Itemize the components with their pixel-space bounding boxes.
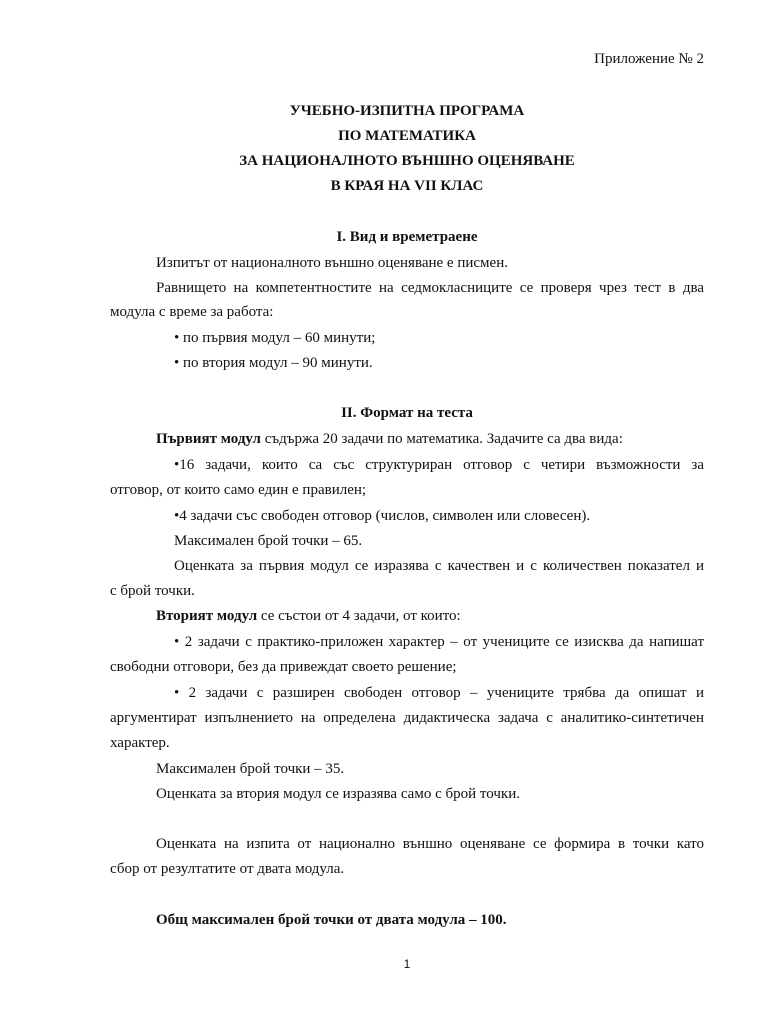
module2-bullet-2-line-2: аргументират изпълнението на определена дидактическа задача с аналитико-синтетичен (110, 710, 704, 726)
module2-max-points: Максимален брой точки – 35. (156, 761, 345, 777)
module1-grade-line-2: с брой точки. (110, 583, 195, 599)
title-line-3: ЗА НАЦИОНАЛНОТО ВЪНШНО ОЦЕНЯВАНЕ (239, 153, 575, 169)
title-line-1: УЧЕБНО-ИЗПИТНА ПРОГРАМА (289, 103, 525, 119)
module1-label: Първият модул (156, 431, 261, 447)
total-score-line-1: Оценката на изпита от национално външно оценяване се формира в точки като (156, 836, 704, 852)
annex-label: Приложение № 2 (594, 51, 704, 67)
section1-bullet-1: • по първия модул – 60 минути; (174, 330, 376, 346)
module2-bullet-1-line-1: • 2 задачи с практико-приложен характер – от учениците се изисква да напишат (174, 634, 704, 650)
section1-paragraph-2-line-2: модула с време за работа: (110, 304, 274, 320)
module1-max-points: Максимален брой точки – 65. (174, 533, 363, 549)
total-score-line-2: сбор от резултатите от двата модула. (110, 861, 345, 877)
module2-intro (156, 607, 704, 625)
module2-bullet-2-line-3: характер. (110, 735, 170, 751)
module1-bullet-1-line-2: отговор, от които само един е правилен; (110, 482, 367, 498)
module1-grade-line-1: Оценката за първия модул се изразява с качествен и с количествен показател и (174, 558, 704, 574)
module1-bullet-1-line-1: •16 задачи, които са със структуриран отговор с четири възможности за (174, 457, 704, 473)
module2-bullet-2-line-1: • 2 задачи с разширен свободен отговор – учениците трябва да опишат и (174, 685, 704, 701)
title-line-4: В КРАЯ НА VII КЛАС (330, 178, 484, 194)
page-number: 1 (403, 957, 411, 971)
section1-bullet-2: • по втория модул – 90 минути. (174, 355, 373, 371)
module2-grade: Оценката за втория модул се изразява само с брой точки. (156, 786, 520, 802)
module1-intro-text: съдържа 20 задачи по математика. Задачите са два вида: (260, 431, 623, 447)
module1-intro (156, 430, 704, 448)
section1-heading: I. Вид и времетраене (336, 229, 478, 245)
document-page (110, 0, 704, 1024)
module2-label: Вторият модул (156, 608, 258, 624)
section2-heading: II. Формат на теста (341, 405, 473, 421)
module2-bullet-1-line-2: свободни отговори, без да привеждат своето решение; (110, 659, 457, 675)
total-max-points: Общ максимален брой точки от двата модула – 100. (156, 912, 507, 928)
section1-paragraph-1: Изпитът от националното външно оценяване е писмен. (156, 255, 508, 271)
title-line-2: ПО МАТЕМАТИКА (338, 128, 476, 144)
section1-paragraph-2-line-1: Равнището на компетентностите на седмокласниците се проверя чрез тест в два (156, 280, 704, 296)
module2-intro-text: се състои от 4 задачи, от които: (257, 608, 461, 624)
module1-bullet-2: •4 задачи със свободен отговор (числов, символен или словесен). (174, 508, 591, 524)
